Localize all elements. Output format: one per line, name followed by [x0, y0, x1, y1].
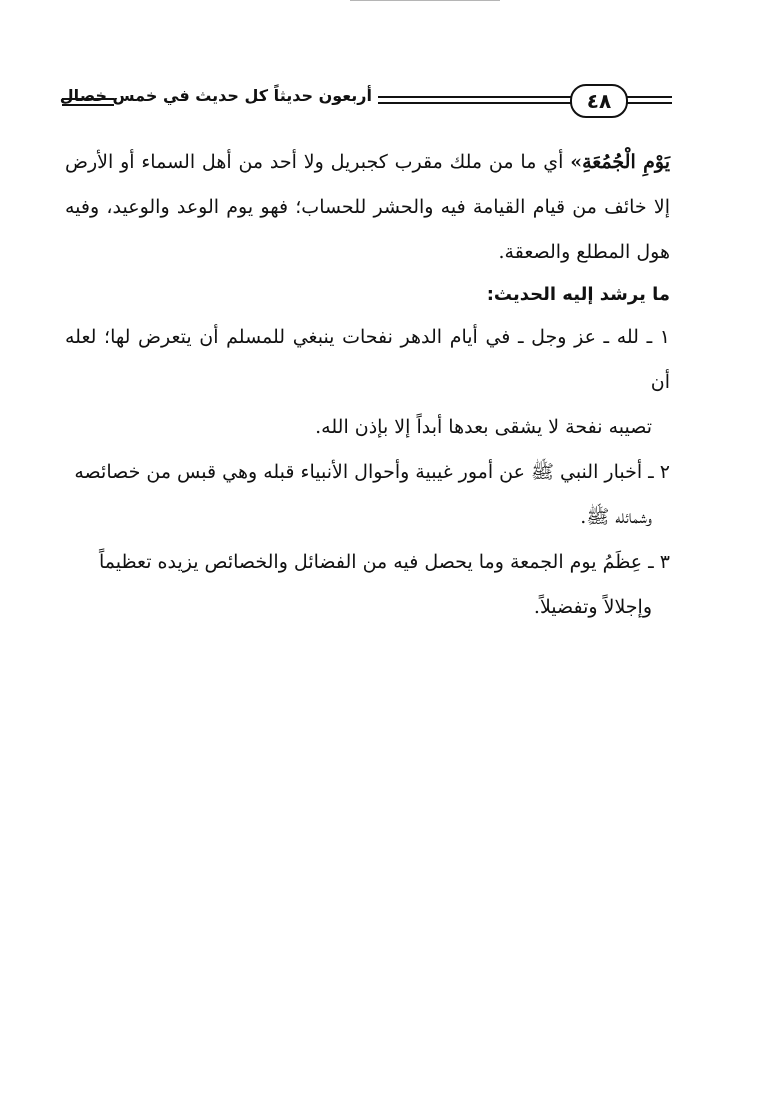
page-number: ٤٨ [570, 84, 628, 118]
hadith-phrase: يَوْمِ الْجُمُعَةِ» [570, 151, 671, 173]
running-title: أربعون حديثاً كل حديث في خمس خصال [59, 86, 372, 105]
list-item-text: ١ ـ لله ـ عز وجل ـ في أيام الدهر نفحات ينبغي للمسلم أن يتعرض لها؛ لعله أن [65, 326, 670, 393]
page-content [65, 140, 670, 630]
top-scan-rule [350, 0, 500, 3]
list-item [65, 540, 670, 630]
intro-text: أي ما من ملك مقرب كجبريل ولا أحد من أهل السماء أو الأرض إلا خائف من قيام القيامة فيه والحشر للحساب؛ فهو يوم الوعد والوعيد، وفيه هول المطلع والصعقة. [65, 151, 670, 263]
list-item-continuation: وإجلالاً وتفضيلاً. [533, 596, 652, 618]
header-rule-left [62, 98, 114, 106]
list-item-continuation: تصيبه نفحة لا يشقى بعدها أبداً إلا بإذن الله. [315, 416, 652, 438]
header-rule-right [624, 96, 672, 104]
list-item-text: ٢ ـ أخبار النبي ﷺ عن أمور غيبية وأحوال الأنبياء قبله وهي قبس من خصائصه [74, 461, 670, 483]
list-item-continuation: وشمائله ﷺ. [580, 506, 652, 528]
list-item-text: ٣ ـ عِظَمُ يوم الجمعة وما يحصل فيه من الفضائل والخصائص يزيده تعظيماً [98, 551, 670, 573]
page-header [59, 84, 672, 118]
header-rule-middle [378, 96, 572, 104]
section-heading: ما يرشد إليه الحديث: [486, 284, 670, 305]
list-item [65, 450, 670, 540]
list-item [65, 315, 670, 450]
intro-paragraph [65, 140, 670, 275]
